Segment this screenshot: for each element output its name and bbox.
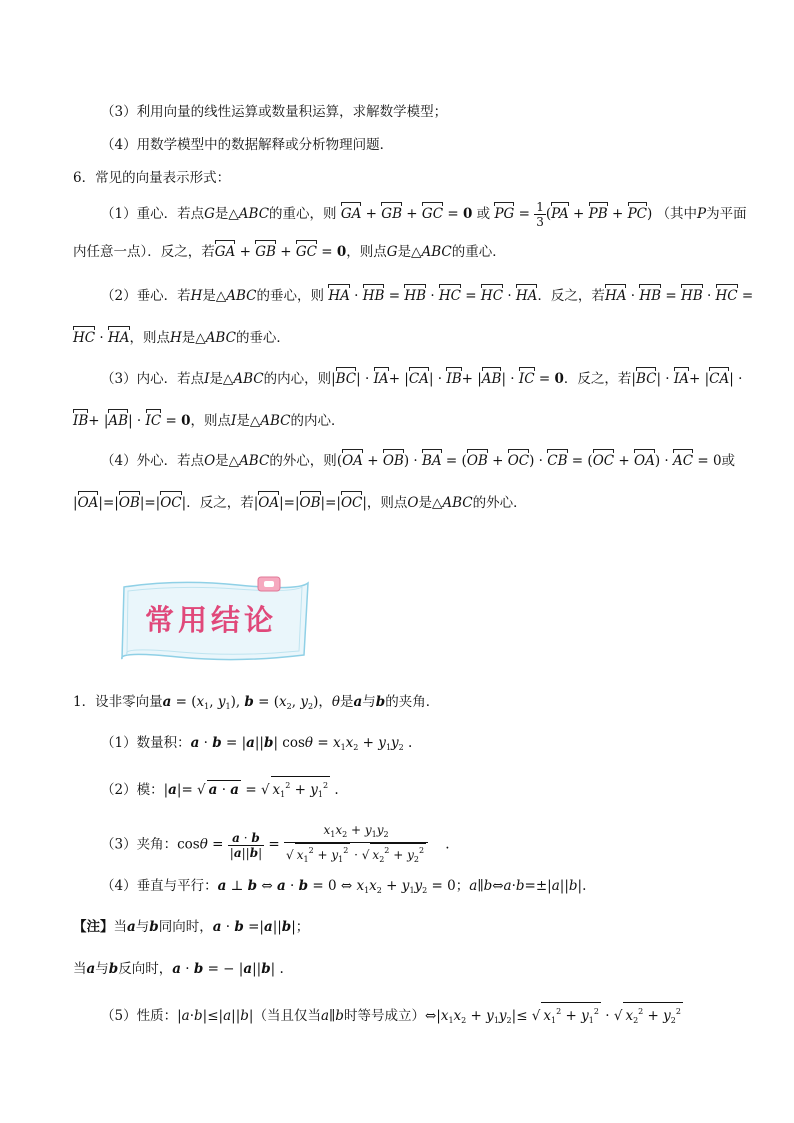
perpendicular-parallel: （4）垂直与平行：a ⊥ b ⇔ a · b = 0 ⇔ $x_1x_2 + y_1y_2 = 0$；a∥b⇔a·b=±|a||b|. xyxy=(101,878,587,895)
modulus: （2）模：|a|= √ a · a = √ $x_1^2 + y_1^2$ . xyxy=(101,776,339,804)
angle: （3）夹角：cosθ = $\frac{a \cdot b}{|a||b|}$ = $\frac{x_1x_2 + y_1y_2}{√ x_1^2 + y_1^2 \cdot √ x_2^2 + y_2^2}$ . xyxy=(101,823,450,867)
conclusion-1: 1．设非零向量$a = (x_1$, $y_1$), $b = (x_2$, $y_2$)，θ是a与b的夹角． xyxy=(73,694,440,711)
item-4: （4）用数学模型中的数据解释或分析物理问题． xyxy=(101,137,394,153)
section-6-heading: 6．常见的向量表示形式： xyxy=(73,170,231,186)
property: （5）性质：|a·b|≤|a||b|（当且仅当a∥b时等号成立）$\Leftrightarrow|x_1x_2 + y_1y_2|\le$ √ $x_1^2 + y_1^2$ · √ $x_2^2 + y_2^2$ xyxy=(101,1002,683,1030)
circumcenter-line-2: |OA|=|OB|=|OC|．反之，若|OA|=|OB|=|OC|，则点O是△ABC的外心． xyxy=(73,495,527,511)
note-line-2: 当a与b反向时，a · b = − |a||b| . xyxy=(73,961,284,977)
circumcenter-line-1: （4）外心．若点O是△ABC的外心，则(OA + OB) · BA = (OB + OC) · CB = (OC + OA) · AC = 0或 xyxy=(101,453,736,469)
item-3: （3）利用向量的线性运算或数量积运算，求解数学模型； xyxy=(101,104,448,120)
badge-title: 常用结论 xyxy=(145,603,278,637)
orthocenter-line-1: （2）垂心．若H是△ABC的垂心，则 HA · HB = HB · HC = HC · HA．反之，若HA · HB = HB · HC = xyxy=(101,288,754,304)
orthocenter-line-2: HC · HA，则点H是△ABC的垂心． xyxy=(73,330,290,346)
incenter-line-1: （3）内心．若点I是△ABC的内心，则|BC| · IA+ |CA| · IB+ |AB| · IC = 0．反之，若|BC| · IA+ |CA| · xyxy=(101,371,743,387)
centroid-line-2: 内任意一点）．反之，若GA + GB + GC = 0，则点G是△ABC的重心． xyxy=(73,244,506,260)
note-line-1: 【注】当a与b同向时，a · b =|a||b|； xyxy=(73,919,310,935)
incenter-line-2: IB+ |AB| · IC = 0，则点I是△ABC的内心． xyxy=(73,413,345,429)
centroid-line-1: （1）重心．若点G是△ABC的重心，则 GA + GB + GC = 0 或 PG = $\frac{1}{3}$ (PA + PB + PC) （其中P为平面 xyxy=(101,200,747,229)
dot-product: （1）数量积：a · b = |a||b| $\cos\theta = x_1x_2 + y_1y_2$ . xyxy=(101,735,413,752)
